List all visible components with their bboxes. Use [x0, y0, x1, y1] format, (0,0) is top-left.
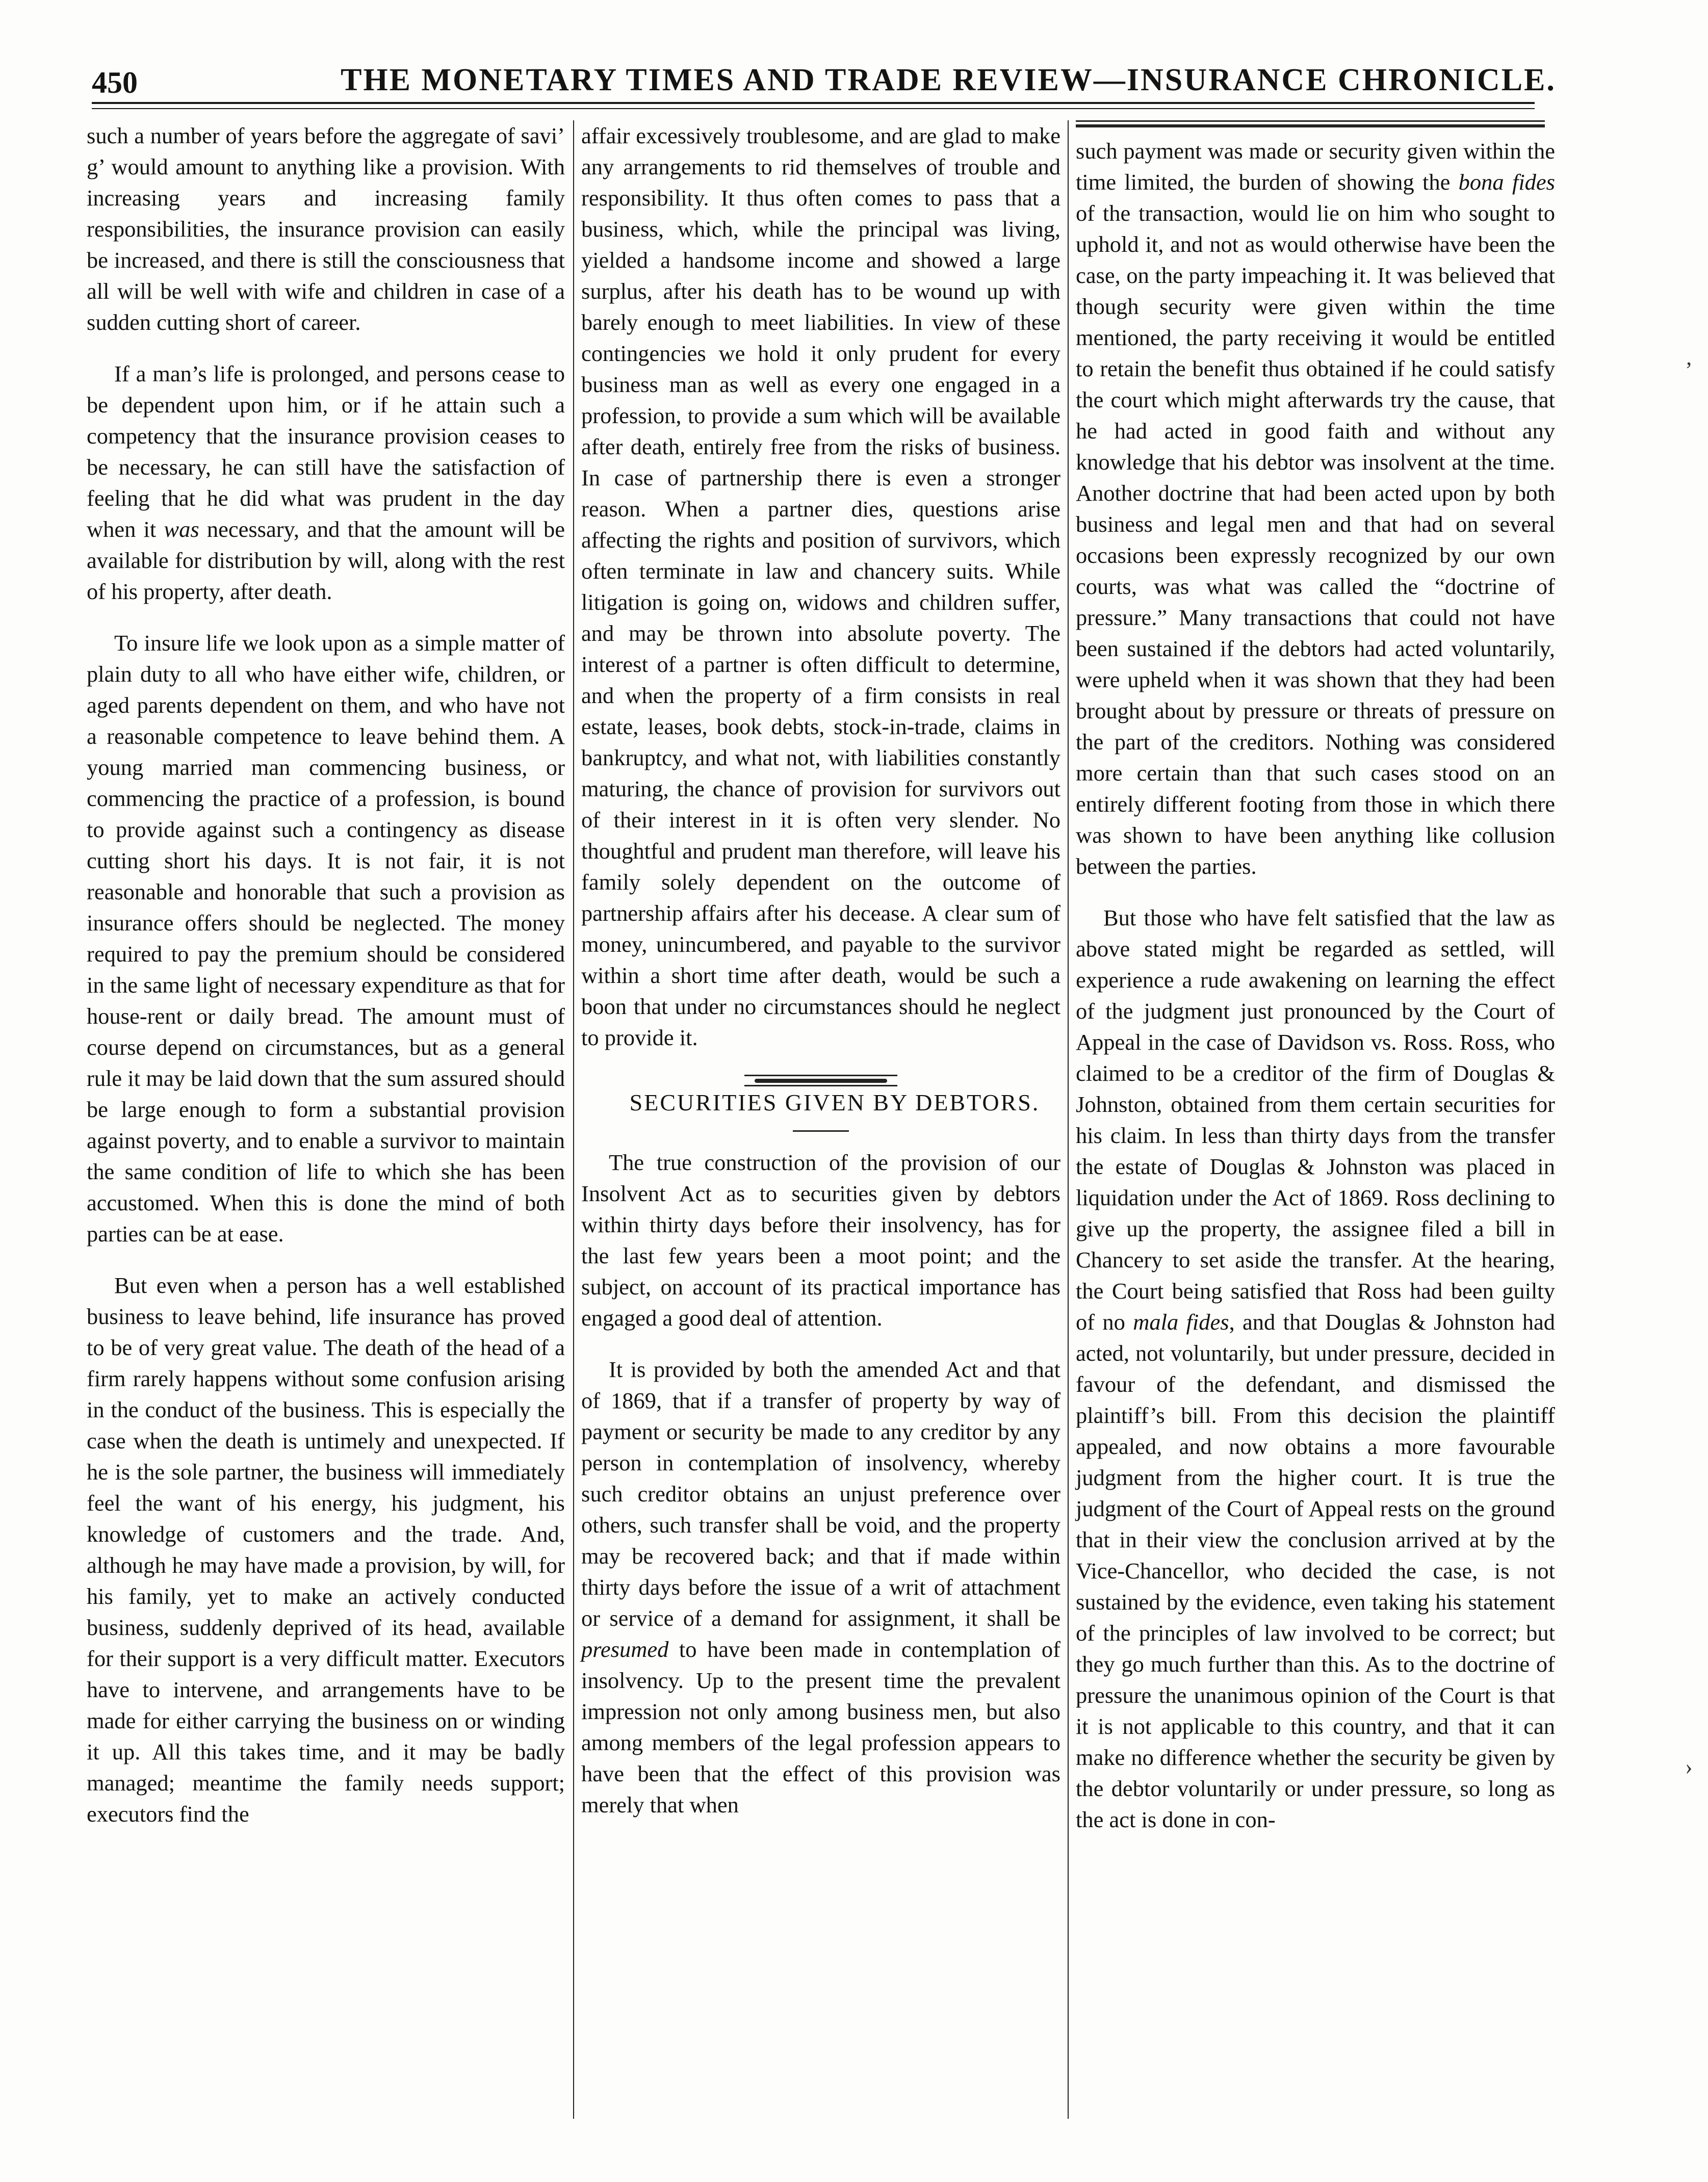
- paragraph: [87, 358, 565, 607]
- text-run: But those who have felt satisfied that the law as above stated might be regarded as settled, will experience a rude awakening on learning the effect of the judgment just pronounced by the Court of Appeal in the case of Davidson vs. Ross. Ross, who claimed to be a creditor of the firm of Douglas & Johnston, obtained from them certain securities for his claim. In less than thirty days from the transfer the estate of Douglas & Johnston was placed in liquidation under the Act of 1869. Ross declining to give up the property, the assignee filed a bill in Chancery to set aside the transfer. At the hearing, the Court being satisfied that Ross had been guilty of no: [1076, 905, 1555, 1335]
- text-run: necessary, and that the amount will be available for distribution by will, along with the rest of his property, after death.: [87, 516, 565, 604]
- heading-underline: [793, 1130, 849, 1132]
- paragraph: But even when a person has a well established business to leave behind, life insurance has proved to be of very great value. The death of the head of a firm rarely happens without some confusion arising in the conduct of the business. This is especially the case when the death is untimely and unexpected. If he is the sole partner, the business will immediately feel the want of his energy, his judgment, his knowledge of customers and the trade. And, although he may have made a provision, by will, for his family, yet to make an actively conducted business, suddenly deprived of its head, available for their support is a very difficult matter. Executors have to intervene, and arrangements have to be made for either carrying the business on or winding it up. All this takes time, and it may be badly managed; meantime the family needs support; executors find the: [87, 1272, 565, 1827]
- text-run: , and that Douglas & Johnston had acted, not voluntarily, but under pressure, decided in favour of the defendant, and dismissed the plaintiff’s bill. From this decision the plaintiff appealed, and now obtains a more favourable judgment from the higher court. It is true the judgment of the Court of Appeal rests on the ground that in their view the conclusion arrived at by the Vice-Chancellor, who decided the case, is not sustained by the evidence, even taking his statement of the principles of law involved to be correct; but they go much further than this. As to the doctrine of pressure the unanimous opinion of the Court is that it is not applicable to this country, and that it can make no difference whether the security be given by the debtor voluntarily or under pressure, so long as the act is done in con-: [1076, 1309, 1556, 1832]
- section-ornament-rule: [744, 1074, 897, 1087]
- italic-text: bona fides: [1458, 169, 1555, 195]
- paragraph: [1076, 902, 1555, 1835]
- column-top-rule: [1076, 120, 1555, 127]
- header-rule-thick: [92, 102, 1535, 104]
- margin-mark: ›: [1685, 1754, 1693, 1779]
- paragraph: such a number of years before the aggregate of savi’ g’ would amount to anything like a provision. With increasing years and increasing family responsibilities, the insurance provision can easily be increased, and there is still the consciousness that all will be well with wife and children in case of a sudden cutting short of career.: [87, 123, 565, 335]
- header-rule-thin: [92, 108, 1535, 109]
- text-run: to have been made in contemplation of insolvency. Up to the present time the prevalent impression not only among business men, but also among members of the legal profession appears to have been that the effect of this provision was merely that when: [581, 1636, 1060, 1817]
- column-2: [581, 120, 1060, 1821]
- text-run: such payment was made or security given within the time limited, the burden of showing the: [1076, 138, 1555, 195]
- text-run: of the transaction, would lie on him who sought to uphold it, and not as would otherwise have been the case, on the party impeaching it. It was believed that though security were given within the time mentioned, the party receiving it would be entitled to retain the benefit thus obtained if he could satisfy the court which might afterwards try the cause, that he had acted in good faith and without any knowledge that his debtor was insolvent at the time. Another doctrine that had been acted upon by both business and legal men and that had on several occasions been expressly recognized by our own courts, was what was called the “doctrine of pressure.” Many transactions that could not have been sustained if the debtors had acted voluntarily, were upheld when it was shown that they had been brought about by pressure or threats of pressure on the part of the creditors. Nothing was considered more certain than that such cases stood on an entirely different footing from those in which there was shown to have been anything like collusion between the parties.: [1076, 200, 1555, 879]
- margin-mark: ’: [1685, 357, 1693, 382]
- paragraph: [1076, 136, 1555, 882]
- paragraph: affair excessively troublesome, and are glad to make any arrangements to rid themselves of trouble and responsibility. It thus often comes to pass that a business, which, while the principal was living, yielded a handsome income and showed a large surplus, after his death has to be wound up with barely enough to meet liabilities. In view of these contingencies we hold it only prudent for every business man as well as every one engaged in a profession, to provide a sum which will be available after death, entirely free from the risks of business. In case of partnership there is even a stronger reason. When a partner dies, questions arise affecting the rights and position of survivors, which often terminate in law and chancery suits. While litigation is going on, widows and children suffer, and may be thrown into absolute poverty. The interest of a partner is often difficult to determine, and when the property of a firm consists in real estate, leases, book debts, stock-in-trade, claims in bankruptcy, and what not, with liabilities constantly maturing, the chance of provision for survivors out of their interest in it is often very slender. No thoughtful and prudent man therefore, will leave his family solely dependent on the outcome of partnership affairs after his decease. A clear sum of money, unincumbered, and payable to the survivor within a short time after death, would be such a boon that under no circumstances should he neglect to provide it.: [581, 123, 1060, 1050]
- paragraph: The true construction of the provision of our Insolvent Act as to securities given by debtors within thirty days before their insolvency, has for the last few years been a moot point; and the subject, on account of its practical importance has engaged a good deal of attention.: [581, 1150, 1060, 1331]
- column-divider-2: [1068, 120, 1069, 2119]
- column-1: [87, 120, 565, 1830]
- section-heading: SECURITIES GIVEN BY DEBTORS.: [629, 1089, 1040, 1115]
- column-divider-1: [573, 120, 574, 2119]
- paragraph: To insure life we look upon as a simple matter of plain duty to all who have either wife, children, or aged parents dependent on them, and who have not a reasonable competence to leave behind them. A young married man commencing business, or commencing the practice of a profession, is bound to provide against such a contingency as disease cutting short his days. It is not fair, it is not reasonable and honorable that such a provision as insurance offers should be neglected. The money required to pay the premium should be considered in the same light of necessary expenditure as that for house-rent or daily bread. The amount must of course depend on circumstances, but as a general rule it may be laid down that the sum assured should be large enough to form a substantial provision against poverty, and to enable a survivor to maintain the same condition of life to which she has been accustomed. When this is done the mind of both parties can be at ease.: [87, 630, 565, 1246]
- running-title: THE MONETARY TIMES AND TRADE REVIEW—INSURANCE CHRONICLE.: [341, 63, 1556, 97]
- column-3: [1076, 120, 1555, 1835]
- paragraph: [581, 1354, 1060, 1821]
- text-run: It is provided by both the amended Act and that of 1869, that if a transfer of property by way of payment or security be made to any creditor by any person in contemplation of insolvency, whereby such creditor obtains an unjust preference over others, such transfer shall be void, and the property may be recovered back; and that if made within thirty days before the issue of a writ of attachment or service of a demand for assignment, it shall be: [581, 1357, 1060, 1631]
- italic-text: mala fides: [1133, 1309, 1229, 1335]
- italic-text: presumed: [581, 1636, 669, 1662]
- italic-text: was: [164, 516, 199, 542]
- text-run: If a man’s life is prolonged, and persons cease to be dependent upon him, or if he attain such a competency that the insurance provision ceases to be necessary, he can still have the satisfaction of feeling that he did what was prudent in the day when it: [87, 361, 565, 542]
- page-number: 450: [92, 66, 138, 99]
